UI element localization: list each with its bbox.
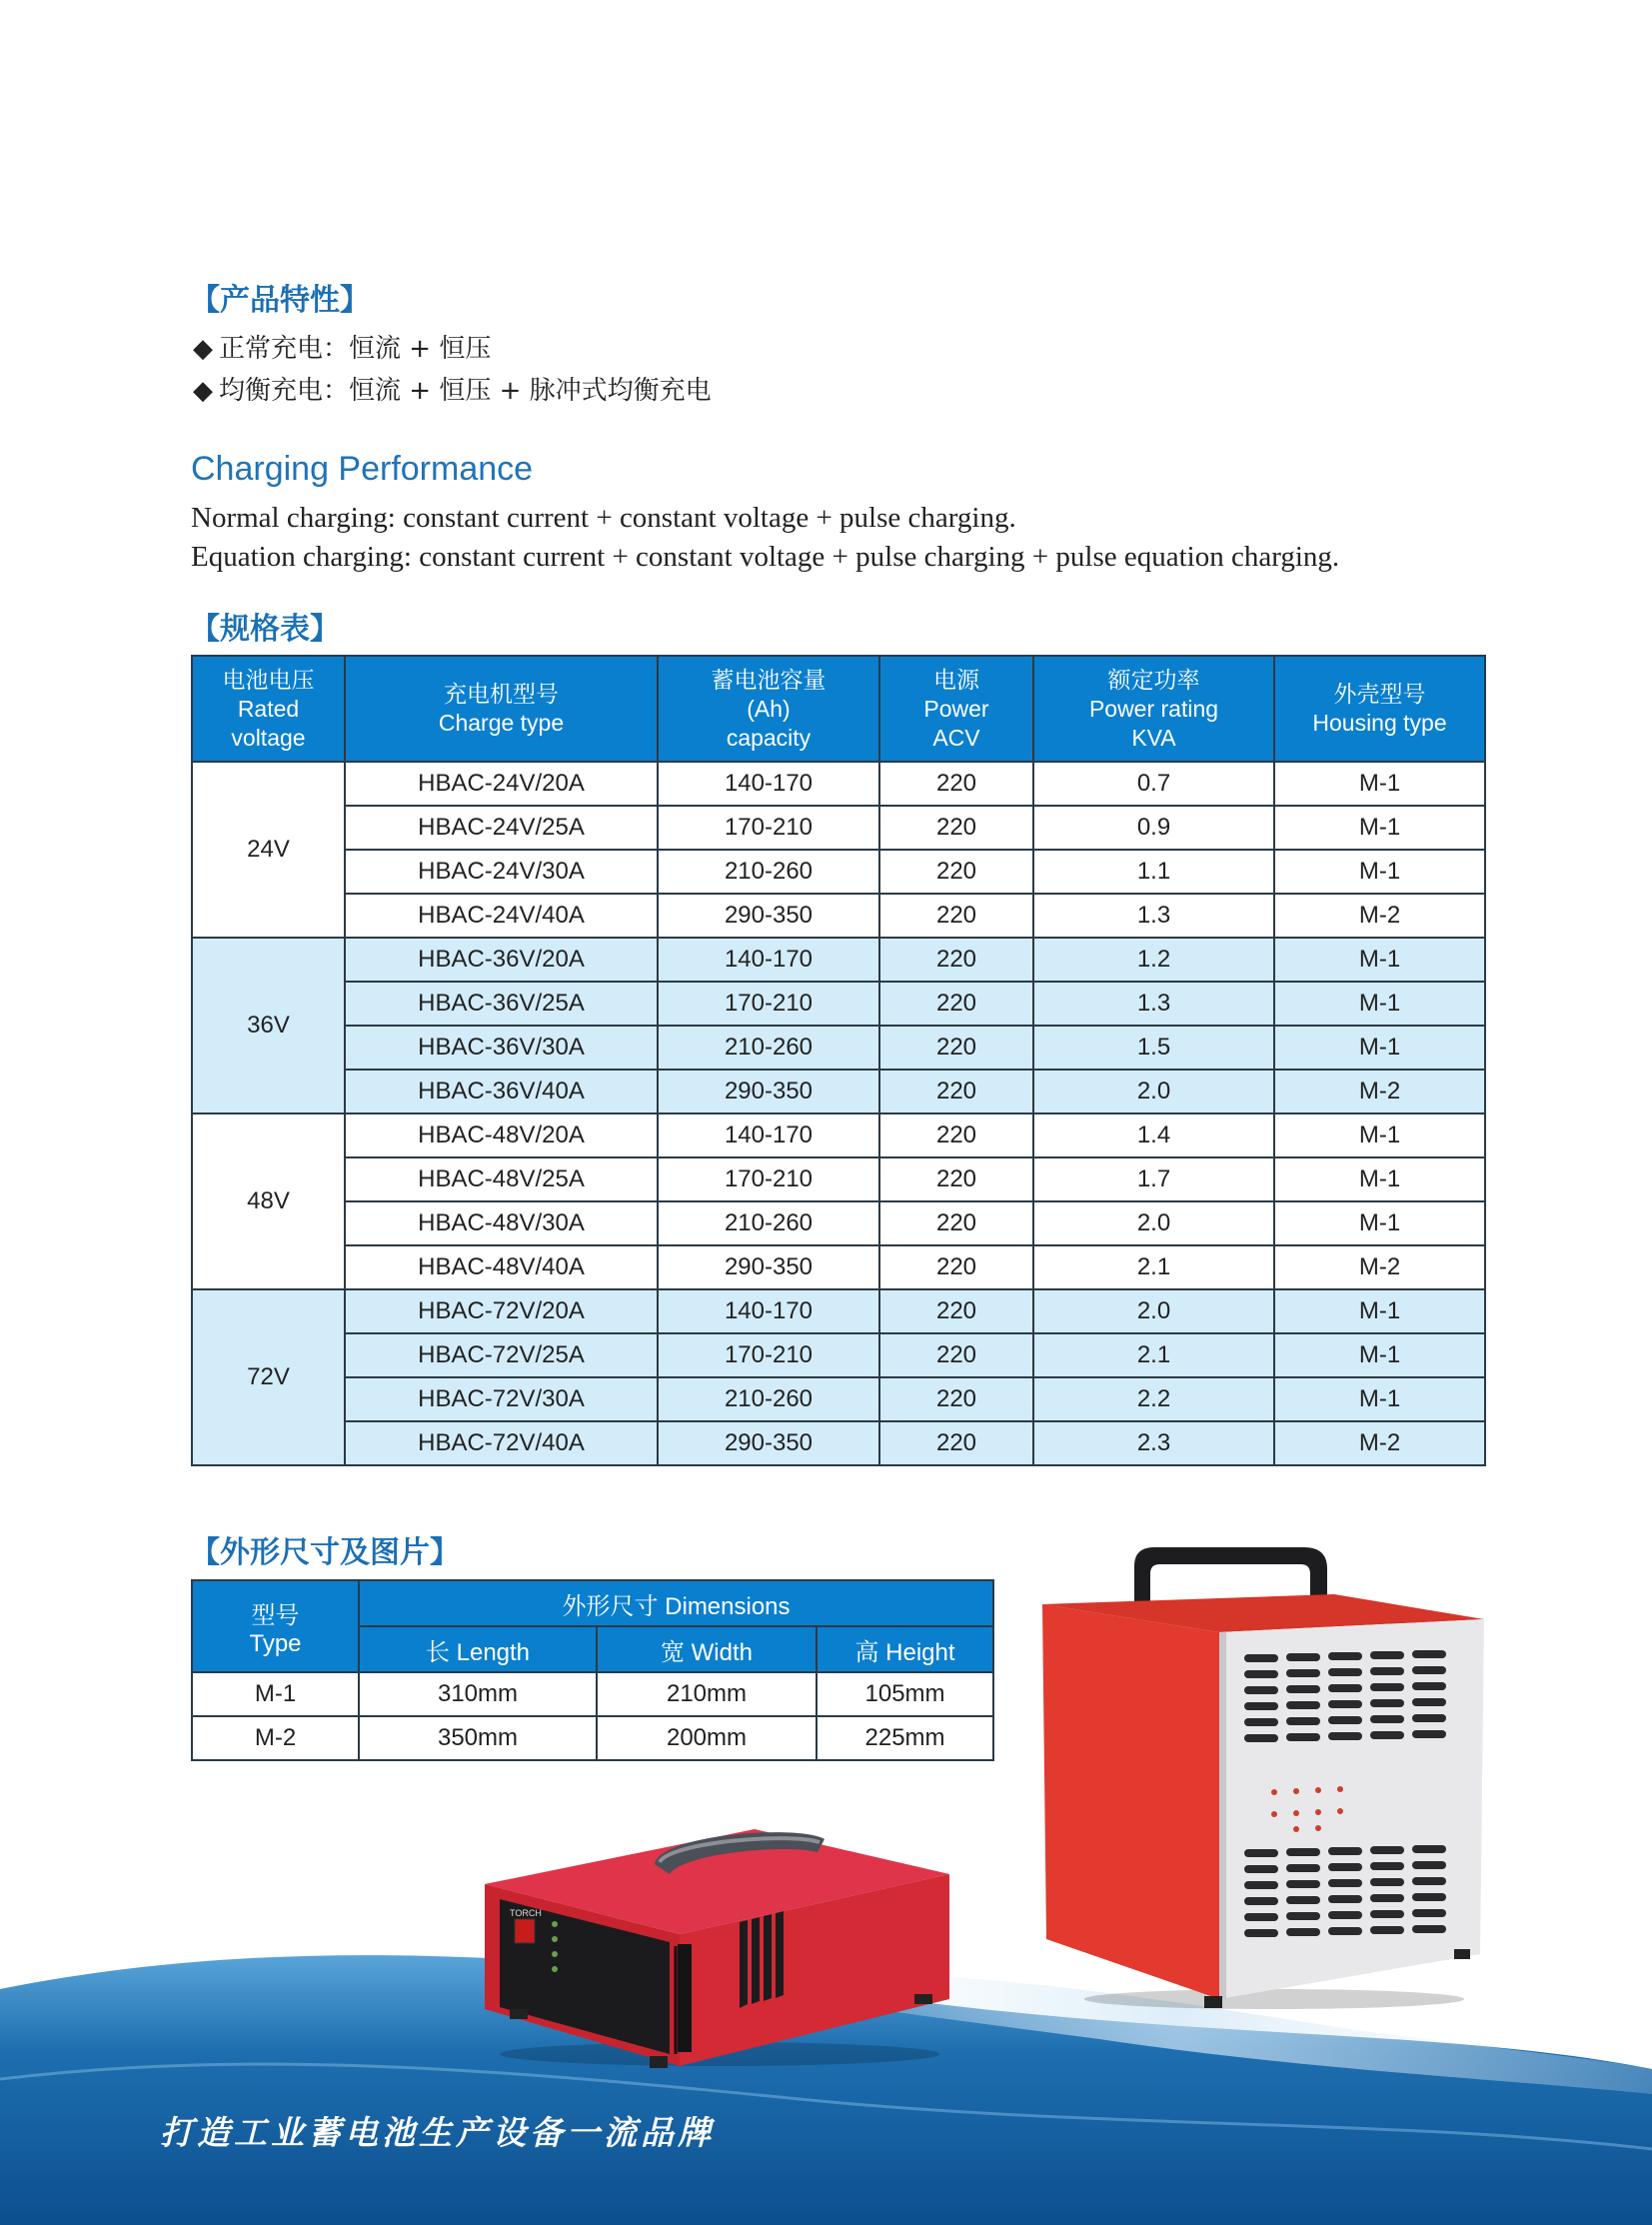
capacity-cell: 210-260 [658,1026,879,1070]
charge-type-cell: HBAC-36V/25A [345,982,658,1026]
large-charger-photo [1034,1544,1489,2014]
power-cell: 220 [879,806,1033,850]
table-row [192,1070,1485,1113]
table-row [192,1333,1485,1377]
header-charge-type: 充电机型号 Charge type [345,656,658,762]
header-power-rating: 额定功率 Power rating KVA [1033,656,1274,762]
housing-type-cell: M-1 [1274,1201,1485,1245]
capacity-cell: 140-170 [658,1289,879,1333]
power-rating-cell: 1.1 [1033,850,1274,894]
capacity-cell: 140-170 [658,762,879,806]
power-rating-cell: 0.7 [1033,762,1274,806]
dims-cell: 210mm [597,1672,817,1716]
charge-type-cell: HBAC-48V/40A [345,1245,658,1289]
housing-type-cell: M-1 [1274,1333,1485,1377]
power-cell: 220 [879,762,1033,806]
capacity-cell: 140-170 [658,938,879,982]
charge-type-cell: HBAC-24V/25A [345,806,658,850]
spec-body [192,762,1485,1465]
dimensions-table [191,1579,994,1761]
small-charger-photo [470,1804,959,2074]
capacity-cell: 170-210 [658,1157,879,1201]
charge-type-cell: HBAC-24V/20A [345,762,658,806]
power-cell: 220 [879,1157,1033,1201]
table-row [192,1672,993,1716]
dims-cell: M-1 [192,1672,359,1716]
power-cell: 220 [879,938,1033,982]
housing-type-cell: M-1 [1274,1113,1485,1157]
power-cell: 220 [879,1245,1033,1289]
charge-type-cell: HBAC-48V/30A [345,1201,658,1245]
feature-item-normal: ◆ 正常充电：恒流 + 恒压 [193,334,492,364]
capacity-cell: 140-170 [658,1113,879,1157]
table-row [192,1377,1485,1421]
header-power: 电源 Power ACV [879,656,1033,762]
diamond-bullet-icon: ◆ [193,376,213,406]
housing-type-cell: M-1 [1274,762,1485,806]
voltage-cell: 72V [192,1289,345,1465]
table-row [192,1113,1485,1157]
table-row [192,1157,1485,1201]
power-cell: 220 [879,850,1033,894]
capacity-cell: 210-260 [658,850,879,894]
table-row [192,1245,1485,1289]
capacity-cell: 170-210 [658,982,879,1026]
housing-type-cell: M-1 [1274,850,1485,894]
charge-type-cell: HBAC-48V/20A [345,1113,658,1157]
power-rating-cell: 2.1 [1033,1333,1274,1377]
performance-equation-line: Equation charging: constant current + constant voltage + pulse charging + pulse equation charging. [191,541,1340,573]
charge-type-cell: HBAC-24V/40A [345,894,658,938]
table-row [192,1201,1485,1245]
spec-title: 【规格表】 [190,612,340,647]
power-rating-cell: 2.2 [1033,1377,1274,1421]
power-rating-cell: 1.3 [1033,894,1274,938]
table-row [192,1026,1485,1070]
header-length: 长 Length [359,1626,597,1672]
dims-cell: 350mm [359,1716,597,1760]
power-cell: 220 [879,1201,1033,1245]
feature-item-equalize: ◆ 均衡充电：恒流 + 恒压 + 脉冲式均衡充电 [193,376,712,406]
capacity-cell: 210-260 [658,1377,879,1421]
table-row [192,762,1485,806]
dims-cell: M-2 [192,1716,359,1760]
charge-type-cell: HBAC-48V/25A [345,1157,658,1201]
housing-type-cell: M-2 [1274,894,1485,938]
capacity-cell: 290-350 [658,1245,879,1289]
power-cell: 220 [879,1333,1033,1377]
power-rating-cell: 2.0 [1033,1289,1274,1333]
header-height: 高 Height [817,1626,993,1672]
housing-type-cell: M-2 [1274,1421,1485,1465]
header-housing-type: 外壳型号 Housing type [1274,656,1485,762]
power-cell: 220 [879,1421,1033,1465]
power-cell: 220 [879,982,1033,1026]
table-row [192,1421,1485,1465]
power-rating-cell: 2.0 [1033,1070,1274,1113]
header-width: 宽 Width [597,1626,817,1672]
capacity-cell: 290-350 [658,894,879,938]
housing-type-cell: M-1 [1274,938,1485,982]
power-rating-cell: 0.9 [1033,806,1274,850]
spec-table [191,655,1486,1466]
power-rating-cell: 1.2 [1033,938,1274,982]
charge-type-cell: HBAC-24V/30A [345,850,658,894]
charge-type-cell: HBAC-72V/20A [345,1289,658,1333]
power-cell: 220 [879,1070,1033,1113]
power-rating-cell: 1.5 [1033,1026,1274,1070]
header-rated-voltage: 电池电压 Rated voltage [192,656,345,762]
power-rating-cell: 1.7 [1033,1157,1274,1201]
dims-cell: 200mm [597,1716,817,1760]
header-type: 型号 Type [192,1580,359,1672]
table-row [192,806,1485,850]
header-capacity: 蓄电池容量 (Ah) capacity [658,656,879,762]
dims-cell: 105mm [817,1672,993,1716]
table-row [192,894,1485,938]
housing-type-cell: M-1 [1274,1157,1485,1201]
power-rating-cell: 1.4 [1033,1113,1274,1157]
capacity-cell: 170-210 [658,806,879,850]
dims-header-row [192,1580,993,1626]
charge-type-cell: HBAC-36V/20A [345,938,658,982]
dims-cell: 225mm [817,1716,993,1760]
voltage-cell: 36V [192,938,345,1113]
power-cell: 220 [879,1113,1033,1157]
spec-header-row [192,656,1485,762]
performance-normal-line: Normal charging: constant current + constant voltage + pulse charging. [191,502,1016,534]
capacity-cell: 290-350 [658,1070,879,1113]
capacity-cell: 290-350 [658,1421,879,1465]
small-charger-brand: TORCH [510,1908,542,1918]
power-cell: 220 [879,1026,1033,1070]
power-rating-cell: 1.3 [1033,982,1274,1026]
capacity-cell: 170-210 [658,1333,879,1377]
diamond-bullet-icon: ◆ [193,334,213,364]
table-row [192,850,1485,894]
dims-cell: 310mm [359,1672,597,1716]
charge-type-cell: HBAC-72V/40A [345,1421,658,1465]
power-rating-cell: 2.1 [1033,1245,1274,1289]
charge-type-cell: HBAC-36V/30A [345,1026,658,1070]
table-row [192,1716,993,1760]
housing-type-cell: M-1 [1274,1377,1485,1421]
header-dimensions: 外形尺寸 Dimensions [359,1580,993,1626]
housing-type-cell: M-1 [1274,806,1485,850]
housing-type-cell: M-2 [1274,1245,1485,1289]
charge-type-cell: HBAC-36V/40A [345,1070,658,1113]
power-cell: 220 [879,894,1033,938]
power-rating-cell: 2.3 [1033,1421,1274,1465]
features-title: 【产品特性】 [190,283,370,318]
performance-title: Charging Performance [191,450,534,488]
voltage-cell: 24V [192,762,345,938]
dimensions-title: 【外形尺寸及图片】 [190,1535,460,1570]
footer-slogan: 打造工业蓄电池生产设备一流品牌 [160,2113,715,2152]
housing-type-cell: M-1 [1274,1026,1485,1070]
power-rating-cell: 2.0 [1033,1201,1274,1245]
power-cell: 220 [879,1289,1033,1333]
charge-type-cell: HBAC-72V/30A [345,1377,658,1421]
housing-type-cell: M-1 [1274,982,1485,1026]
table-row [192,1289,1485,1333]
capacity-cell: 210-260 [658,1201,879,1245]
housing-type-cell: M-2 [1274,1070,1485,1113]
table-row [192,982,1485,1026]
voltage-cell: 48V [192,1113,345,1289]
housing-type-cell: M-1 [1274,1289,1485,1333]
table-row [192,938,1485,982]
charge-type-cell: HBAC-72V/25A [345,1333,658,1377]
power-cell: 220 [879,1377,1033,1421]
